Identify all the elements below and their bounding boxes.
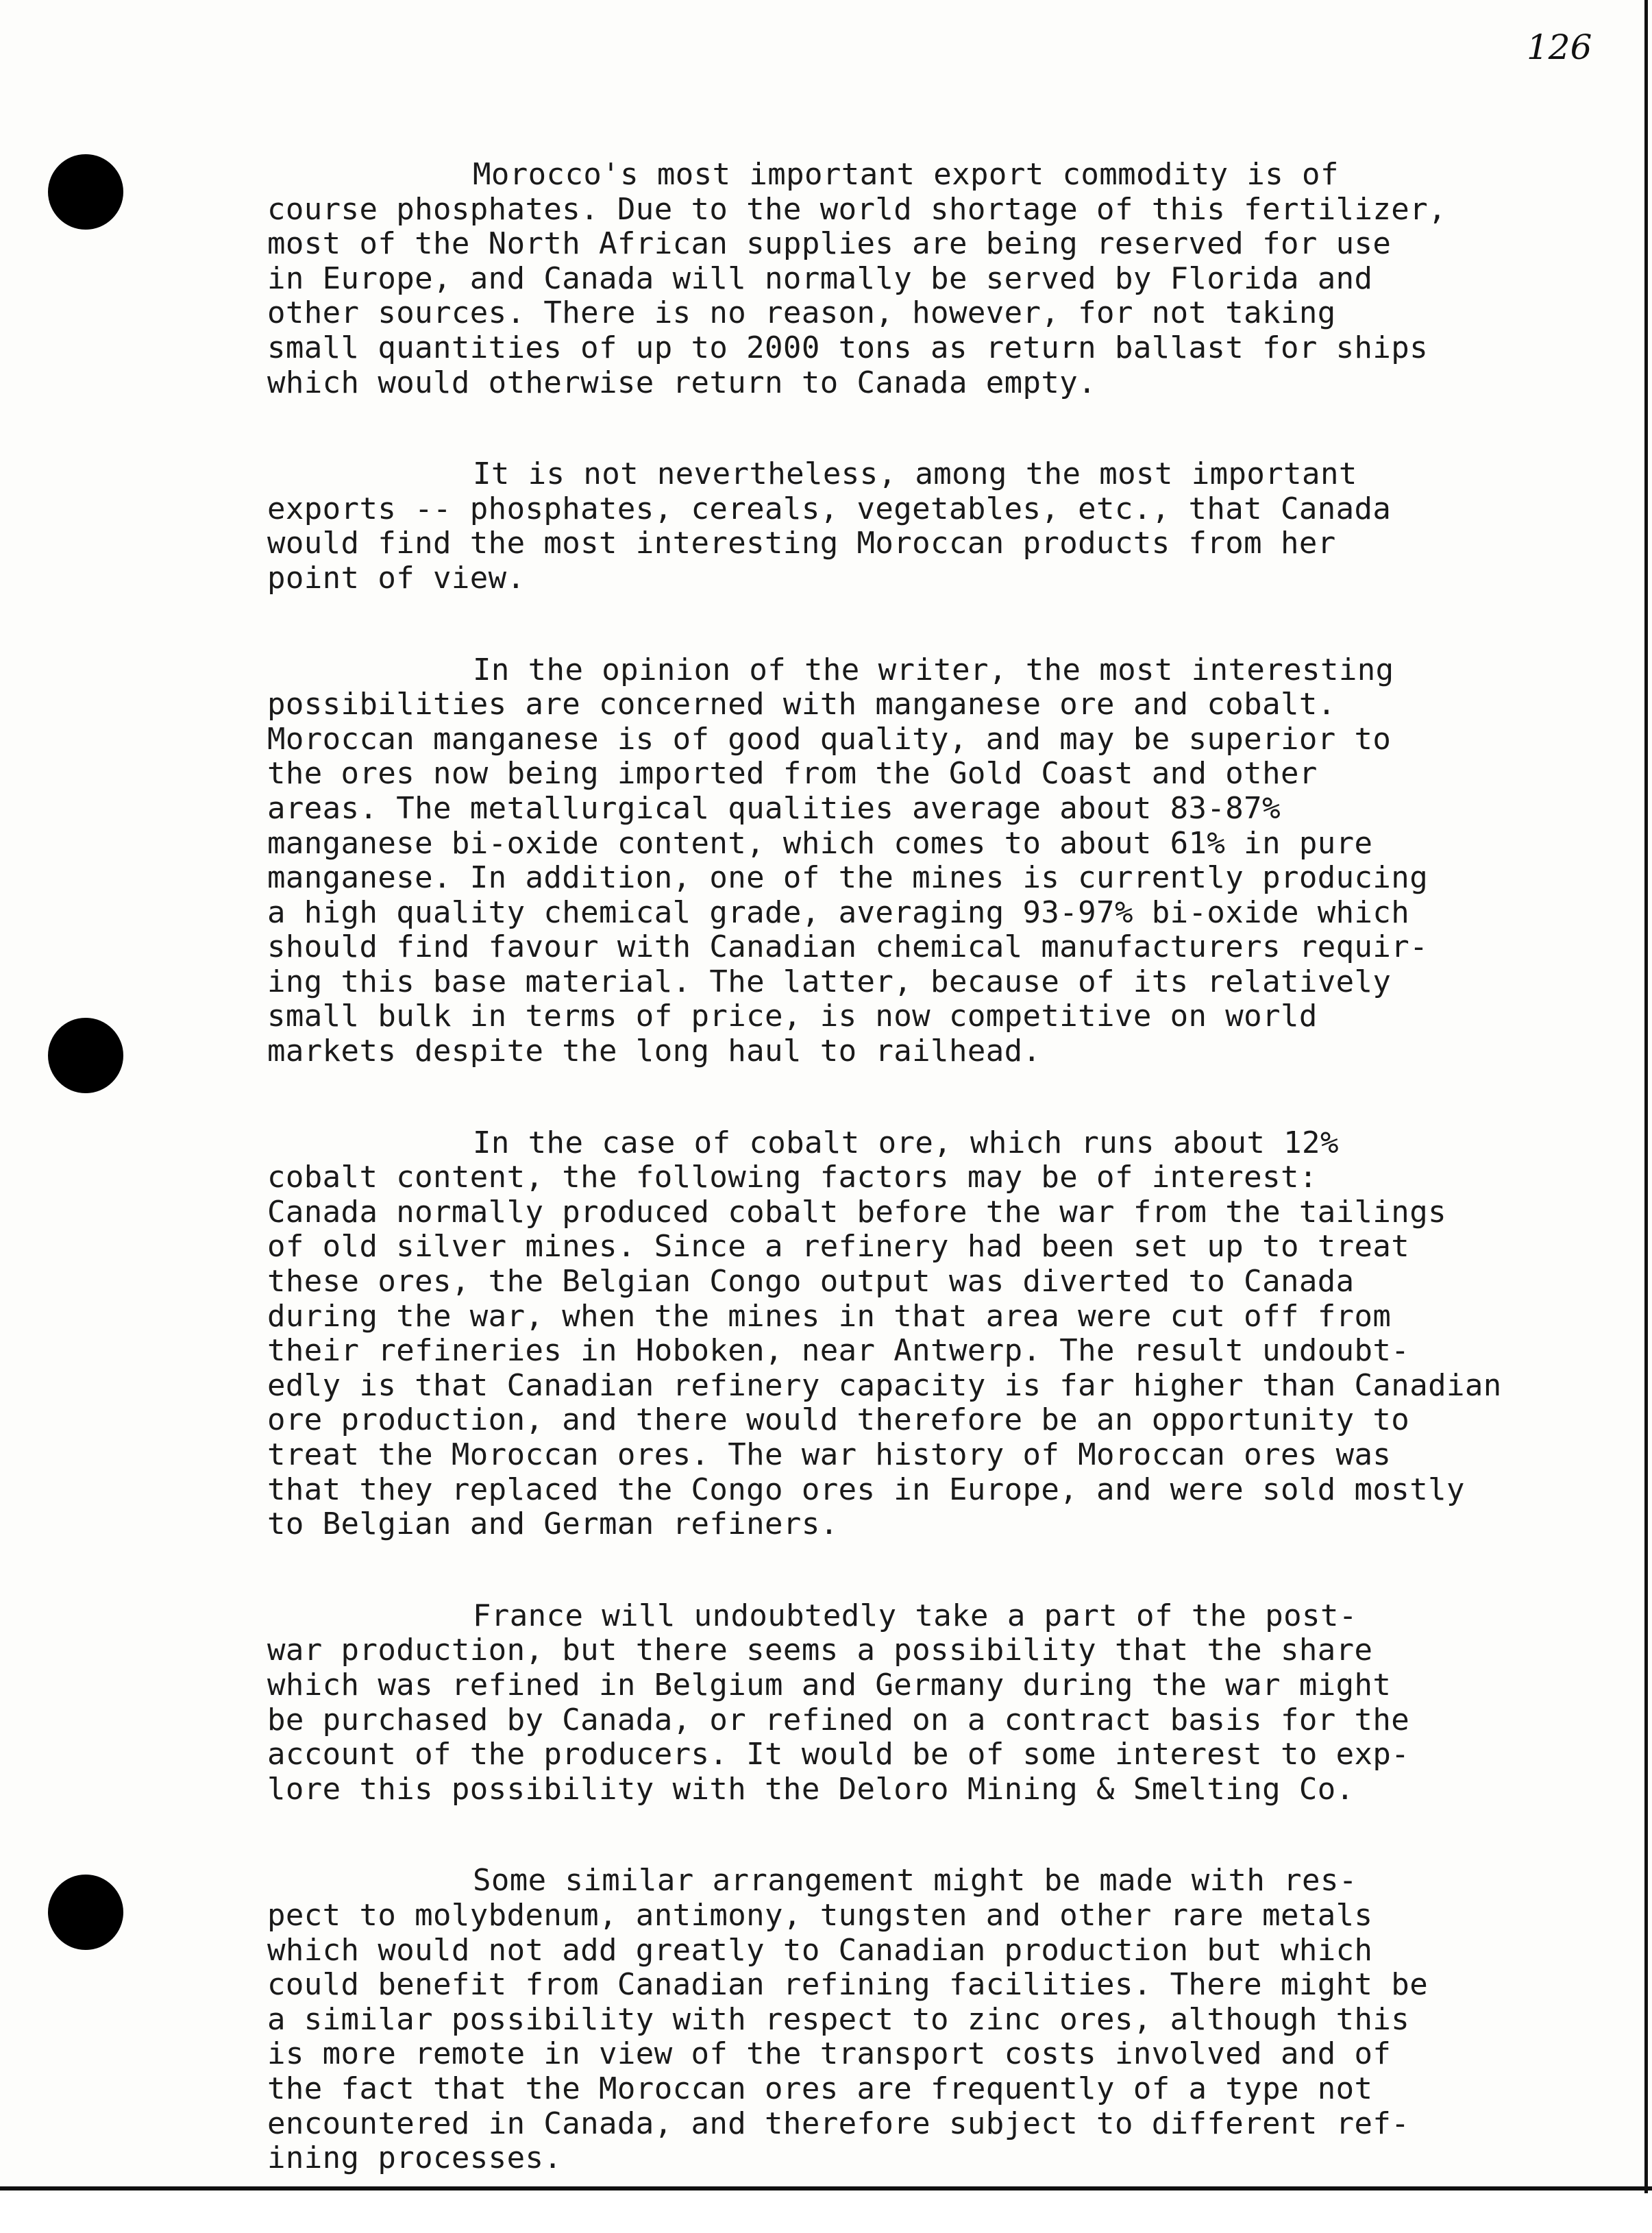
text-line: the ores now being imported from the Gold Coast and other (267, 756, 1318, 792)
text-line: possibilities are concerned with manganese ore and cobalt. (267, 687, 1336, 722)
text-line: which would not add greatly to Canadian production but which (267, 1932, 1373, 1968)
text-line: which would otherwise return to Canada empty. (267, 365, 1097, 400)
text-line: encountered in Canada, and therefore subject to different ref- (267, 2106, 1410, 2141)
paragraph (267, 653, 1610, 1069)
text-line: war production, but there seems a possibility that the share (267, 1633, 1373, 1668)
text-line: France will undoubtedly take a part of the post- (473, 1598, 1357, 1633)
paragraph (267, 457, 1610, 596)
text-line: Canada normally produced cobalt before the war from the tailings (267, 1194, 1446, 1230)
document-body (267, 158, 1610, 2233)
page-edge-right (1644, 0, 1648, 2193)
paragraph (267, 1599, 1610, 1807)
punch-hole-middle (48, 1018, 123, 1093)
text-line: ing this base material. The latter, because of its relatively (267, 964, 1392, 999)
text-line: In the case of cobalt ore, which runs about 12% (473, 1125, 1339, 1160)
text-line: areas. The metallurgical qualities average about 83-87% (267, 790, 1281, 826)
text-line: manganese. In addition, one of the mines is currently producing (267, 860, 1429, 896)
text-line: It is not nevertheless, among the most important (473, 456, 1357, 492)
text-line: treat the Moroccan ores. The war history of Moroccan ores was (267, 1437, 1392, 1472)
text-line: is more remote in view of the transport costs involved and of (267, 2036, 1392, 2072)
text-line: course phosphates. Due to the world shortage of this fertilizer, (267, 191, 1446, 227)
text-line: a high quality chemical grade, averaging 93-97% bi-oxide which (267, 894, 1410, 930)
text-line: Some similar arrangement might be made with res- (473, 1863, 1357, 1899)
text-line: Moroccan manganese is of good quality, and may be superior to (267, 721, 1392, 757)
text-line: other sources. There is no reason, however, for not taking (267, 295, 1336, 331)
text-line: pect to molybdenum, antimony, tungsten and other rare metals (267, 1897, 1373, 1933)
text-line: could benefit from Canadian refining facilities. There might be (267, 1967, 1429, 2003)
text-line: should find favour with Canadian chemical manufacturers requir- (267, 929, 1429, 965)
text-line: to Belgian and German refiners. (267, 1506, 839, 1542)
text-line: cobalt content, the following factors may be of interest: (267, 1160, 1318, 1195)
text-line: a similar possibility with respect to zinc ores, although this (267, 2001, 1410, 2037)
punch-hole-bottom (48, 1875, 123, 1950)
text-line: which was refined in Belgium and Germany during the war might (267, 1667, 1392, 1703)
paragraph (267, 158, 1610, 400)
text-line: exports -- phosphates, cereals, vegetables, etc., that Canada (267, 491, 1392, 526)
text-line: account of the producers. It would be of some interest to exp- (267, 1737, 1410, 1772)
paragraph (267, 1864, 1610, 2175)
page-number: 126 (1527, 27, 1592, 67)
text-line: that they replaced the Congo ores in Europe, and were sold mostly (267, 1472, 1465, 1507)
text-line: small bulk in terms of price, is now competitive on world (267, 999, 1318, 1034)
text-line: ore production, and there would therefore be an opportunity to (267, 1402, 1410, 1438)
text-line: their refineries in Hoboken, near Antwerp. The result undoubt- (267, 1333, 1410, 1369)
text-line: edly is that Canadian refinery capacity is far higher than Canadian (267, 1367, 1502, 1403)
text-line: these ores, the Belgian Congo output was diverted to Canada (267, 1264, 1355, 1299)
text-line: In the opinion of the writer, the most interesting (473, 652, 1394, 687)
text-line: in Europe, and Canada will normally be served by Florida and (267, 260, 1373, 296)
punch-hole-top (48, 154, 123, 230)
text-line: be purchased by Canada, or refined on a contract basis for the (267, 1702, 1410, 1737)
text-line: most of the North African supplies are being reserved for use (267, 226, 1392, 262)
text-line: small quantities of up to 2000 tons as return ballast for ships (267, 330, 1429, 365)
paragraph (267, 1126, 1610, 1542)
text-line: markets despite the long haul to railhead. (267, 1034, 1041, 1069)
text-line: of old silver mines. Since a refinery had been set up to treat (267, 1229, 1410, 1265)
text-line: Morocco's most important export commodity is of (473, 157, 1339, 192)
text-line: would find the most interesting Moroccan products from her (267, 526, 1336, 561)
text-line: the fact that the Moroccan ores are frequently of a type not (267, 2071, 1373, 2106)
text-line: during the war, when the mines in that area were cut off from (267, 1298, 1392, 1334)
text-line: lore this possibility with the Deloro Mining & Smelting Co. (267, 1771, 1355, 1807)
text-line: point of view. (267, 560, 526, 596)
text-line: manganese bi-oxide content, which comes to about 61% in pure (267, 825, 1373, 861)
text-line: ining processes. (267, 2140, 563, 2176)
